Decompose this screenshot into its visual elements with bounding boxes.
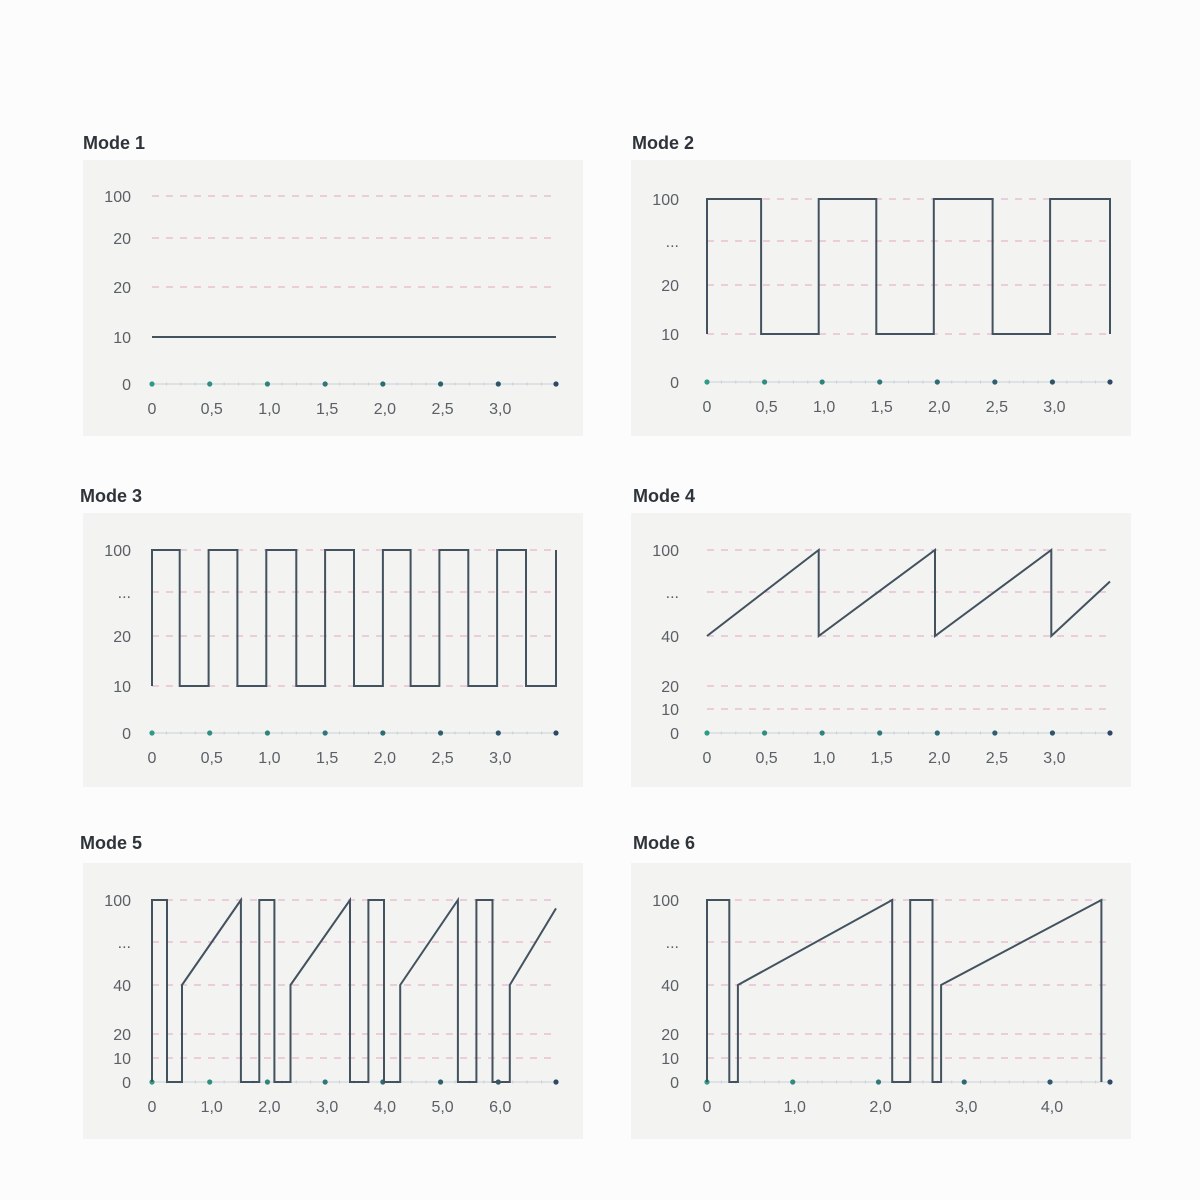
y-tick-label: 0 [122, 377, 131, 394]
chart-mode-5 [83, 863, 583, 1139]
x-tick-label: 4,0 [373, 1099, 396, 1116]
y-tick-label: 0 [122, 1075, 131, 1092]
y-tick-label: 40 [113, 978, 131, 995]
chart-title-mode-2: Mode 2 [632, 133, 695, 153]
y-tick-label: 0 [670, 1075, 679, 1092]
series-line [707, 550, 1110, 636]
chart-mode-2 [631, 160, 1131, 436]
x-tick-dot [323, 381, 328, 386]
x-tick-dot [265, 1079, 270, 1084]
chart-mode-4 [631, 513, 1131, 787]
y-tick-label: 20 [661, 278, 679, 295]
y-tick-label: 40 [661, 629, 679, 646]
y-tick-label: 20 [661, 1027, 679, 1044]
y-tick-label: ... [665, 234, 679, 251]
chart-title-mode-5: Mode 5 [80, 833, 143, 853]
x-tick-dot [496, 730, 501, 735]
x-tick-label: 2,0 [928, 399, 951, 416]
x-tick-dot [496, 381, 501, 386]
x-tick-dot [265, 730, 270, 735]
x-tick-label: 6,0 [489, 1099, 512, 1116]
x-tick-label: 2,0 [869, 1099, 892, 1116]
x-tick-label: 1,0 [813, 399, 836, 416]
x-tick-label: 2,5 [985, 399, 1008, 416]
x-tick-label: 2,5 [431, 401, 454, 418]
x-tick-dot [877, 379, 882, 384]
y-tick-label: 20 [113, 1027, 131, 1044]
x-tick-label: 2,5 [431, 750, 454, 767]
x-tick-label: 1,5 [316, 750, 339, 767]
x-axis-end-dot [1107, 379, 1112, 384]
series-line [152, 900, 556, 1082]
x-tick-dot [704, 730, 709, 735]
x-tick-label: 3,0 [489, 750, 512, 767]
x-tick-dot [265, 381, 270, 386]
y-tick-label: 100 [104, 543, 131, 560]
x-tick-label: 2,0 [373, 750, 396, 767]
y-tick-label: 100 [104, 893, 131, 910]
x-tick-dot [1050, 730, 1055, 735]
x-tick-label: 3,0 [1043, 750, 1066, 767]
x-tick-dot [762, 730, 767, 735]
y-tick-label: 100 [104, 189, 131, 206]
chart-title-mode-3: Mode 3 [80, 486, 143, 506]
x-tick-label: 0,5 [755, 399, 778, 416]
x-tick-dot [1047, 1079, 1052, 1084]
y-tick-label: ... [117, 935, 131, 952]
x-tick-dot [438, 1079, 443, 1084]
x-tick-label: 0,5 [755, 750, 778, 767]
x-tick-dot [820, 379, 825, 384]
x-tick-dot [1050, 379, 1055, 384]
y-tick-label: 100 [652, 543, 679, 560]
x-axis-end-dot [1107, 1079, 1112, 1084]
x-tick-dot [438, 730, 443, 735]
x-tick-label: 0,5 [200, 401, 223, 418]
x-tick-dot [790, 1079, 795, 1084]
x-tick-dot [877, 730, 882, 735]
x-tick-label: 1,5 [870, 750, 893, 767]
x-tick-dot [323, 730, 328, 735]
x-tick-label: 1,5 [870, 399, 893, 416]
x-axis-end-dot [553, 1079, 558, 1084]
x-axis-end-dot [1107, 730, 1112, 735]
x-tick-dot [149, 381, 154, 386]
y-tick-label: 20 [113, 231, 131, 248]
x-tick-label: 1,0 [813, 750, 836, 767]
series-line [707, 199, 1110, 334]
y-tick-label: 10 [661, 327, 679, 344]
x-tick-dot [992, 379, 997, 384]
x-tick-dot [962, 1079, 967, 1084]
y-tick-label: ... [665, 585, 679, 602]
y-tick-label: 10 [113, 679, 131, 696]
y-tick-label: 0 [670, 726, 679, 743]
x-tick-label: 0 [702, 1099, 712, 1116]
y-tick-label: ... [665, 935, 679, 952]
x-axis-end-dot [553, 381, 558, 386]
x-tick-label: 0 [147, 401, 157, 418]
x-tick-dot [207, 381, 212, 386]
x-tick-label: 3,0 [489, 401, 512, 418]
y-tick-label: 20 [113, 629, 131, 646]
x-tick-label: 1,5 [316, 401, 339, 418]
chart-title-mode-1: Mode 1 [83, 133, 146, 153]
x-tick-dot [438, 381, 443, 386]
x-tick-label: 0 [147, 1099, 157, 1116]
x-tick-dot [323, 1079, 328, 1084]
y-tick-label: 20 [661, 679, 679, 696]
x-tick-dot [992, 730, 997, 735]
y-tick-label: 20 [113, 280, 131, 297]
x-tick-dot [704, 379, 709, 384]
x-tick-dot [207, 730, 212, 735]
x-tick-label: 0 [702, 399, 712, 416]
x-tick-dot [820, 730, 825, 735]
x-tick-dot [876, 1079, 881, 1084]
x-tick-label: 4,0 [1040, 1099, 1064, 1116]
x-tick-label: 1,0 [258, 401, 281, 418]
x-tick-dot [762, 379, 767, 384]
chart-title-mode-4: Mode 4 [633, 486, 696, 506]
x-tick-dot [935, 379, 940, 384]
x-tick-label: 1,0 [258, 750, 281, 767]
x-tick-label: 2,0 [373, 401, 396, 418]
x-tick-label: 0 [702, 750, 712, 767]
x-tick-dot [935, 730, 940, 735]
x-tick-dot [149, 730, 154, 735]
x-tick-label: 1,0 [200, 1099, 223, 1116]
x-tick-label: 3,0 [955, 1099, 978, 1116]
x-tick-label: 2,0 [258, 1099, 281, 1116]
y-tick-label: 0 [122, 726, 131, 743]
y-tick-label: ... [117, 585, 131, 602]
x-tick-dot [207, 1079, 212, 1084]
chart-mode-3 [83, 513, 583, 787]
x-tick-label: 0 [147, 750, 157, 767]
x-tick-label: 3,0 [316, 1099, 339, 1116]
x-tick-label: 2,0 [928, 750, 951, 767]
y-tick-label: 10 [661, 1051, 679, 1068]
x-axis-end-dot [553, 730, 558, 735]
y-tick-label: 0 [670, 375, 679, 392]
x-tick-label: 5,0 [431, 1099, 454, 1116]
x-tick-dot [380, 381, 385, 386]
y-tick-label: 10 [113, 330, 131, 347]
series-line [707, 900, 1101, 1082]
y-tick-label: 40 [661, 978, 679, 995]
y-tick-label: 100 [652, 192, 679, 209]
chart-mode-1 [83, 160, 583, 436]
y-tick-label: 10 [661, 702, 679, 719]
y-tick-label: 100 [652, 893, 679, 910]
chart-title-mode-6: Mode 6 [633, 833, 696, 853]
x-tick-label: 3,0 [1043, 399, 1066, 416]
x-tick-label: 1,0 [783, 1099, 806, 1116]
x-tick-dot [380, 730, 385, 735]
x-tick-label: 2,5 [985, 750, 1008, 767]
series-line [152, 550, 556, 686]
chart-mode-6 [631, 863, 1131, 1139]
x-tick-label: 0,5 [200, 750, 223, 767]
y-tick-label: 10 [113, 1051, 131, 1068]
